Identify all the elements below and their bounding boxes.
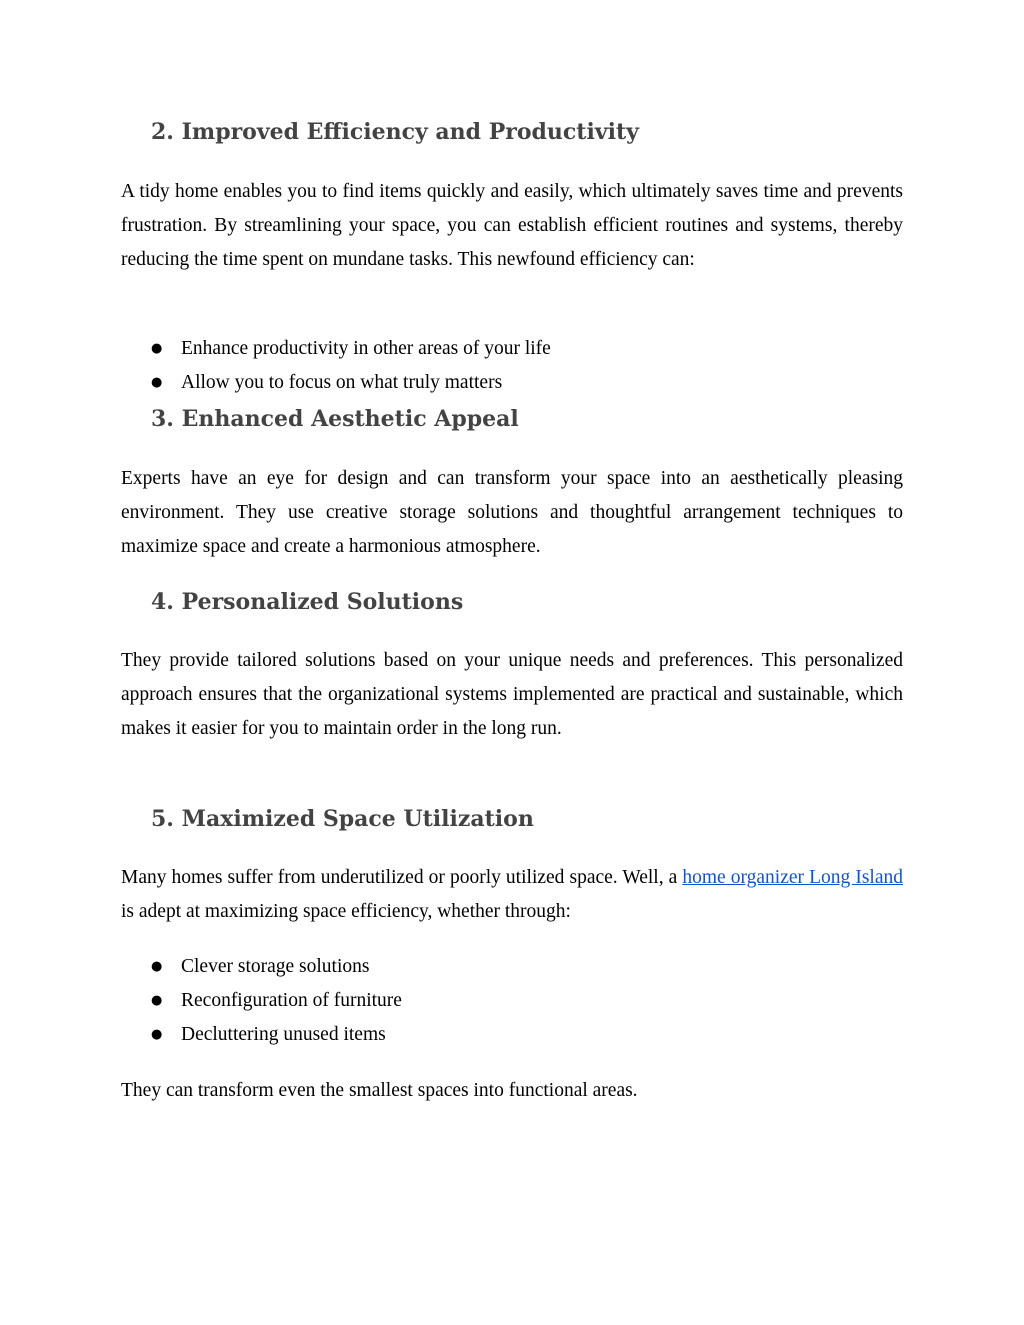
paragraph-text-after-link: is adept at maximizing space efficiency, whether through: — [121, 901, 571, 923]
section-heading-personalized: 4. Personalized Solutions — [151, 589, 464, 615]
list-item-text: Decluttering unused items — [181, 1024, 386, 1046]
list-item-text: Clever storage solutions — [181, 956, 370, 977]
list-item — [121, 332, 551, 366]
list-item — [121, 366, 551, 400]
section-heading-space: 5. Maximized Space Utilization — [151, 806, 534, 832]
list-item-text: Allow you to focus on what truly matters — [181, 372, 503, 394]
paragraph-text-before-link: Many homes suffer from underutilized or poorly utilized space. Well, a — [121, 867, 683, 888]
list-item-text: Reconfiguration of furniture — [181, 990, 402, 1012]
bullet-icon: ● — [151, 1027, 163, 1043]
section-paragraph-aesthetic: Experts have an eye for design and can transform your space into an aesthetically pleasing environment. They use creative storage solutions and thoughtful arrangement techniques to maximize space and create a harmonious atmosphere. — [121, 468, 903, 558]
section-closing-space: They can transform even the smallest spaces into functional areas. — [121, 1080, 638, 1101]
bullet-icon: ● — [151, 959, 163, 974]
section-heading-efficiency: 2. Improved Efficiency and Productivity — [151, 119, 639, 145]
section-paragraph-personalized: They provide tailored solutions based on your unique needs and preferences. This personalized approach ensures that the organizational systems implemented are practical and sustainable, which makes it easier for you to maintain order in the long run. — [121, 650, 903, 740]
section-paragraph-space — [121, 861, 903, 929]
bullet-icon: ● — [151, 375, 163, 391]
bullet-list-efficiency — [121, 332, 551, 400]
list-item-text: Enhance productivity in other areas of your life — [181, 338, 551, 359]
section-heading-aesthetic: 3. Enhanced Aesthetic Appeal — [151, 406, 519, 432]
list-item — [121, 950, 402, 984]
bullet-icon: ● — [151, 993, 163, 1009]
list-item — [121, 984, 402, 1018]
section-paragraph-efficiency: A tidy home enables you to find items quickly and easily, which ultimately saves time and prevents frustration. By streamlining your space, you can establish efficient routines and systems, thereby reducing the time spent on mundane tasks. This newfound efficiency can: — [121, 181, 903, 271]
bullet-icon: ● — [151, 341, 163, 356]
home-organizer-link[interactable]: home organizer Long Island — [682, 867, 903, 888]
bullet-list-space — [121, 950, 402, 1053]
list-item — [121, 1018, 402, 1052]
